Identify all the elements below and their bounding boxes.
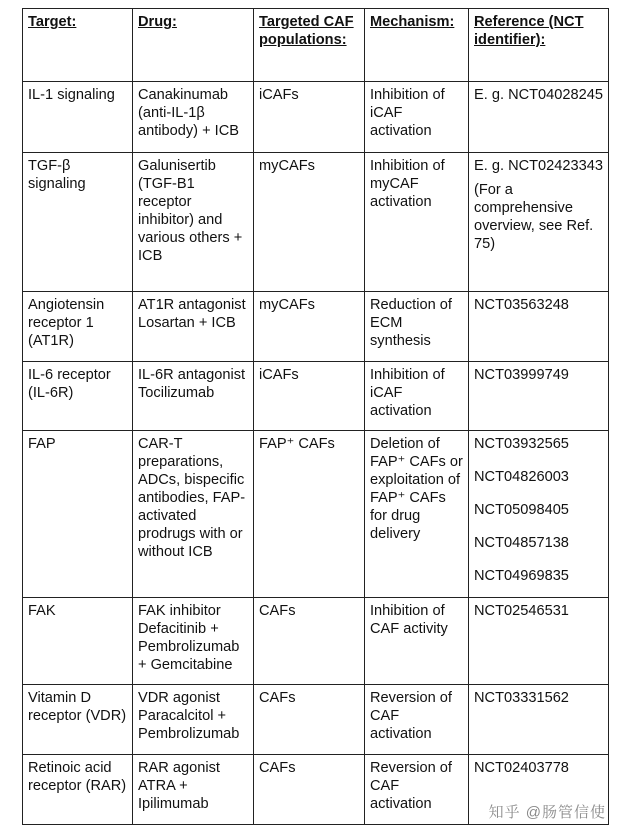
reference-item: NCT03563248 xyxy=(474,297,569,313)
cell-drug: Galunisertib (TGF-B1 receptor inhibitor) and various others + ICB xyxy=(133,153,254,292)
cell-reference xyxy=(469,153,609,292)
cell-mechanism: Reversion of CAF activation xyxy=(365,685,469,755)
cell-drug: RAR agonist ATRA + Ipilimumab xyxy=(133,755,254,825)
cell-drug: IL-6R antagonist Tocilizumab xyxy=(133,362,254,431)
cell-reference xyxy=(469,685,609,755)
reference-item: E. g. NCT02423343 xyxy=(474,158,603,174)
header-row xyxy=(23,9,609,82)
cell-target: IL-1 signaling xyxy=(23,82,133,153)
cell-mechanism: Inhibition of myCAF activation xyxy=(365,153,469,292)
cell-reference xyxy=(469,82,609,153)
header-mechanism: Mechanism: xyxy=(365,9,469,82)
cell-populations: myCAFs xyxy=(254,153,365,292)
cell-target: Retinoic acid receptor (RAR) xyxy=(23,755,133,825)
table-row xyxy=(23,82,609,153)
cell-populations: iCAFs xyxy=(254,82,365,153)
cell-populations: FAP⁺ CAFs xyxy=(254,431,365,598)
reference-item: NCT03932565 xyxy=(474,436,569,452)
cell-populations: iCAFs xyxy=(254,362,365,431)
reference-item: NCT05098405 xyxy=(474,502,569,518)
table-row xyxy=(23,153,609,292)
reference-item: NCT02546531 xyxy=(474,603,569,619)
reference-item: NCT04857138 xyxy=(474,535,569,551)
reference-item: NCT03331562 xyxy=(474,690,569,706)
table-row xyxy=(23,431,609,598)
cell-drug: FAK inhibitor Defacitinib + Pembrolizumab + Gemcitabine xyxy=(133,598,254,685)
cell-mechanism: Deletion of FAP⁺ CAFs or exploitation of FAP⁺ CAFs for drug delivery xyxy=(365,431,469,598)
cell-mechanism: Reversion of CAF activation xyxy=(365,755,469,825)
reference-item: (For a comprehensive overview, see Ref. 75) xyxy=(474,182,594,252)
cell-populations: CAFs xyxy=(254,685,365,755)
watermark: 知乎 @肠管信使 xyxy=(488,804,606,821)
reference-item: NCT02403778 xyxy=(474,760,569,776)
cell-reference xyxy=(469,362,609,431)
cell-reference xyxy=(469,292,609,362)
header-target: Target: xyxy=(23,9,133,82)
cell-populations: CAFs xyxy=(254,598,365,685)
cell-target: FAP xyxy=(23,431,133,598)
table-row xyxy=(23,598,609,685)
header-reference: Reference (NCT identifier): xyxy=(469,9,609,82)
cell-drug: VDR agonist Paracalcitol + Pembrolizumab xyxy=(133,685,254,755)
cell-mechanism: Reduction of ECM synthesis xyxy=(365,292,469,362)
cell-mechanism: Inhibition of iCAF activation xyxy=(365,82,469,153)
cell-populations: CAFs xyxy=(254,755,365,825)
cell-target: FAK xyxy=(23,598,133,685)
caf-therapy-table xyxy=(22,8,609,825)
header-populations: Targeted CAF populations: xyxy=(254,9,365,82)
cell-reference xyxy=(469,598,609,685)
cell-reference xyxy=(469,431,609,598)
table-row xyxy=(23,685,609,755)
cell-drug: CAR-T preparations, ADCs, bispecific antibodies, FAP-activated prodrugs with or without ICB xyxy=(133,431,254,598)
reference-item: NCT03999749 xyxy=(474,367,569,383)
cell-target: IL-6 receptor (IL-6R) xyxy=(23,362,133,431)
reference-item: E. g. NCT04028245 xyxy=(474,87,603,103)
cell-target: Angiotensin receptor 1 (AT1R) xyxy=(23,292,133,362)
cell-drug: Canakinumab (anti-IL-1β antibody) + ICB xyxy=(133,82,254,153)
cell-populations: myCAFs xyxy=(254,292,365,362)
reference-item: NCT04969835 xyxy=(474,568,569,584)
cell-target: Vitamin D receptor (VDR) xyxy=(23,685,133,755)
cell-drug: AT1R antagonist Losartan + ICB xyxy=(133,292,254,362)
cell-target: TGF-β signaling xyxy=(23,153,133,292)
table-row xyxy=(23,362,609,431)
cell-mechanism: Inhibition of iCAF activation xyxy=(365,362,469,431)
reference-item: NCT04826003 xyxy=(474,469,569,485)
cell-mechanism: Inhibition of CAF activity xyxy=(365,598,469,685)
header-drug: Drug: xyxy=(133,9,254,82)
table-row xyxy=(23,292,609,362)
